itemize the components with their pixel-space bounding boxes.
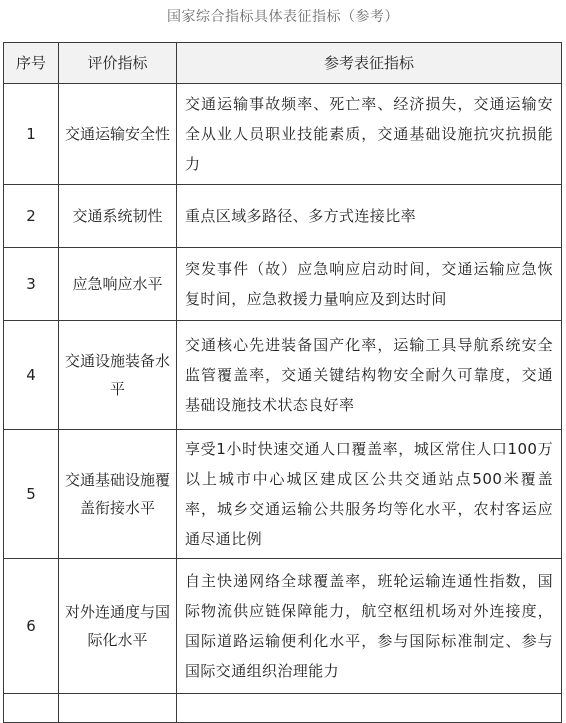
row-number: 3 [4, 248, 59, 321]
row-number: 2 [4, 185, 59, 248]
row-number: 4 [4, 321, 59, 430]
row-number: 1 [4, 84, 59, 185]
header-reference: 参考表征指标 [177, 43, 562, 84]
table-caption: 国家综合指标具体表征指标（参考） [167, 9, 399, 25]
table-row [4, 430, 562, 559]
row-number [4, 694, 59, 723]
table-row-partial [4, 694, 562, 723]
row-reference: 交通运输事故频率、死亡率、经济损失，交通运输安全从业人员职业技能素质，交通基础设施抗灾抗损能力 [177, 84, 562, 185]
table-row [4, 559, 562, 694]
table-header-row [4, 43, 562, 84]
table-row [4, 321, 562, 430]
row-indicator: 对外连通度与国际化水平 [59, 559, 177, 694]
row-indicator: 应急响应水平 [59, 248, 177, 321]
indicator-table [3, 42, 562, 723]
header-seq: 序号 [4, 43, 59, 84]
table-row [4, 248, 562, 321]
row-indicator: 交通运输安全性 [59, 84, 177, 185]
row-reference: 自主快递网络全球覆盖率，班轮运输连通性指数，国际物流供应链保障能力，航空枢纽机场对外连接度，国际道路运输便利化水平，参与国际标准制定、参与国际交通组织治理能力 [177, 559, 562, 694]
row-reference: 突发事件（故）应急响应启动时间，交通运输应急恢复时间，应急救援力量响应及到达时间 [177, 248, 562, 321]
row-reference: 享受1小时快速交通人口覆盖率，城区常住人口100万以上城市中心城区建成区公共交通站点500米覆盖率，城乡交通运输公共服务均等化水平，农村客运应通尽通比例 [177, 430, 562, 559]
table-row [4, 84, 562, 185]
row-number: 6 [4, 559, 59, 694]
row-number: 5 [4, 430, 59, 559]
row-indicator: 交通系统韧性 [59, 185, 177, 248]
row-reference: 重点区域多路径、多方式连接比率 [177, 185, 562, 248]
row-reference: 交通核心先进装备国产化率，运输工具导航系统安全监管覆盖率，交通关键结构物安全耐久可靠度，交通基础设施技术状态良好率 [177, 321, 562, 430]
row-indicator [59, 694, 177, 723]
row-indicator: 交通基础设施覆盖衔接水平 [59, 430, 177, 559]
row-indicator: 交通设施装备水平 [59, 321, 177, 430]
row-reference [177, 694, 562, 723]
table-row [4, 185, 562, 248]
header-indicator: 评价指标 [59, 43, 177, 84]
